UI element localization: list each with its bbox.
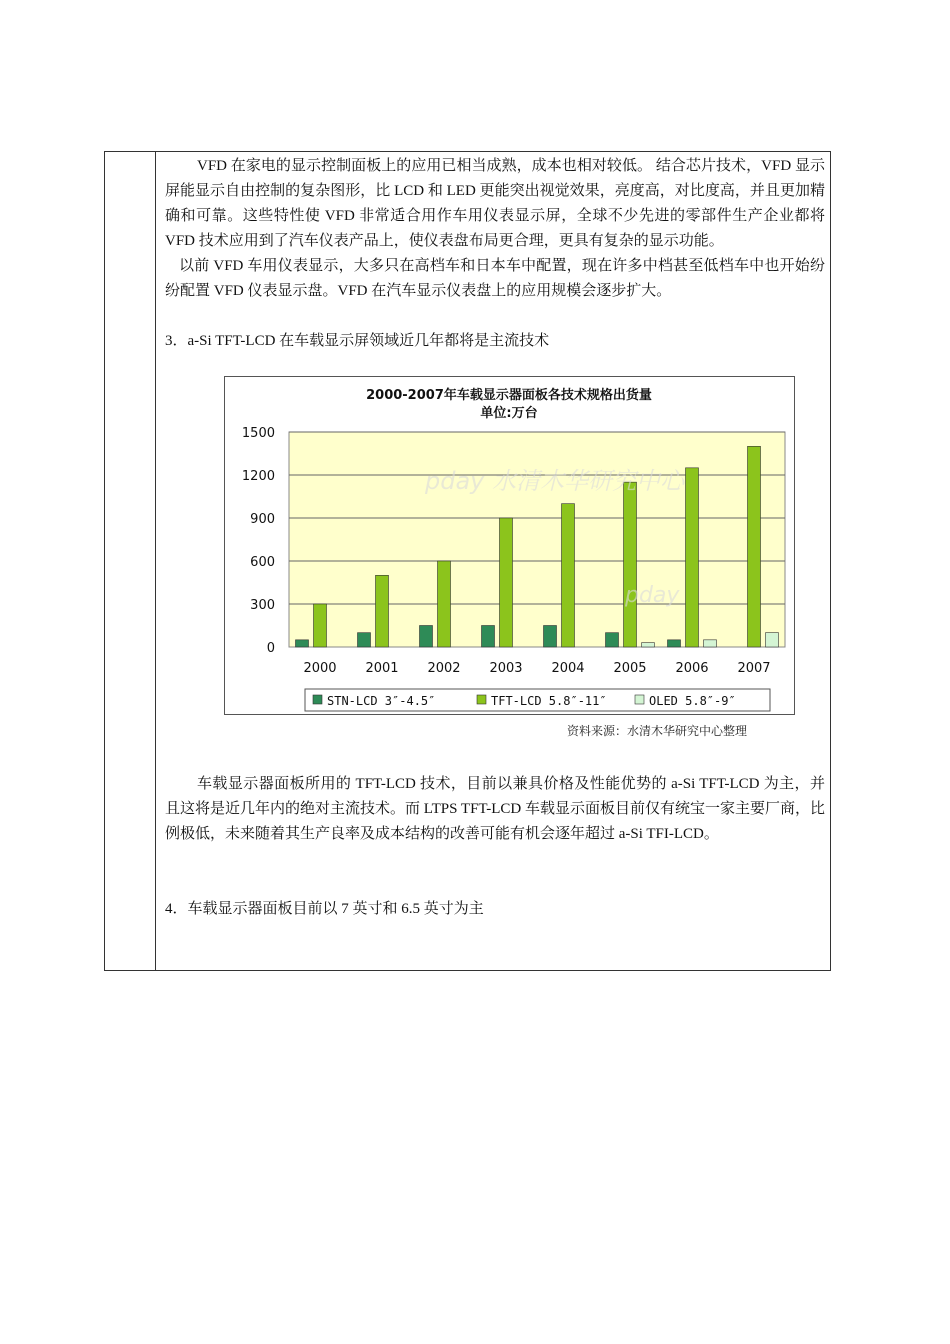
y-tick-label: 600 bbox=[250, 555, 275, 570]
bar-stn-lcd-2002 bbox=[420, 626, 433, 648]
content-cell bbox=[165, 154, 825, 354]
bar-tft-lcd-2005 bbox=[624, 482, 637, 647]
x-tick-label: 2007 bbox=[737, 661, 771, 676]
plot-area bbox=[289, 432, 785, 647]
chart-svg bbox=[225, 377, 794, 714]
legend-swatch bbox=[477, 695, 486, 704]
bar-oled-2006 bbox=[704, 640, 717, 647]
chart-subtitle: 单位:万台 bbox=[480, 406, 538, 421]
bar-tft-lcd-2001 bbox=[376, 575, 389, 647]
y-tick-label: 1500 bbox=[241, 426, 275, 441]
bar-stn-lcd-2000 bbox=[296, 640, 309, 647]
legend-swatch bbox=[313, 695, 322, 704]
y-tick-label: 900 bbox=[250, 512, 275, 527]
bar-stn-lcd-2001 bbox=[358, 633, 371, 647]
bar-stn-lcd-2004 bbox=[544, 626, 557, 648]
shipment-chart bbox=[224, 376, 795, 715]
x-tick-label: 2006 bbox=[675, 661, 709, 676]
legend-label: OLED 5.8″-9″ bbox=[649, 694, 736, 708]
watermark-text: pday 水清木华研究中心 bbox=[425, 467, 685, 495]
watermark-text-2: pday bbox=[625, 583, 680, 608]
legend-swatch bbox=[635, 695, 644, 704]
bar-tft-lcd-2002 bbox=[438, 561, 451, 647]
column-divider bbox=[155, 152, 156, 970]
x-tick-label: 2004 bbox=[551, 661, 585, 676]
y-tick-label: 1200 bbox=[241, 469, 275, 484]
bar-tft-lcd-2007 bbox=[748, 446, 761, 647]
chart-title: 2000-2007年车载显示器面板各技术规格出货量 bbox=[366, 388, 652, 403]
bar-tft-lcd-2000 bbox=[314, 604, 327, 647]
x-tick-label: 2005 bbox=[613, 661, 647, 676]
x-tick-label: 2003 bbox=[489, 661, 523, 676]
paragraph-vfd-intro: VFD 在家电的显示控制面板上的应用已相当成熟，成本也相对较低。 结合芯片技术，VFD 显示屏能显示自由控制的复杂图形，比 LCD 和 LED 更能突出视觉效果，亮度高，对比度高，并且更加精确和可靠。这些特性使 VFD 非常适合用作车用仪表显示屏，全球不少先进的零部件生产企业都将 VFD 技术应用到了汽车仪表产品上，使仪表盘布局更合理，更具有复杂的显示功能。 bbox=[165, 158, 825, 249]
legend-label: STN-LCD 3″-4.5″ bbox=[327, 694, 436, 708]
x-tick-label: 2002 bbox=[427, 661, 461, 676]
section-heading-4: 4．车载显示器面板目前以 7 英寸和 6.5 英寸为主 bbox=[165, 901, 484, 917]
document-table bbox=[104, 151, 831, 971]
y-tick-label: 300 bbox=[250, 598, 275, 613]
y-tick-label: 0 bbox=[266, 641, 275, 656]
paragraph-vfd-usage: 以前 VFD 车用仪表显示，大多只在高档车和日本车中配置，现在许多中档甚至低档车中也开始纷纷配置 VFD 仪表显示盘。VFD 在汽车显示仪表盘上的应用规模会逐步扩大。 bbox=[165, 258, 825, 299]
bar-oled-2005 bbox=[642, 643, 655, 647]
bar-tft-lcd-2006 bbox=[686, 468, 699, 647]
bar-tft-lcd-2003 bbox=[500, 518, 513, 647]
chart-source-note: 资料来源：水清木华研究中心整理 bbox=[567, 724, 748, 738]
legend-label: TFT-LCD 5.8″-11″ bbox=[491, 694, 607, 708]
bar-stn-lcd-2003 bbox=[482, 626, 495, 648]
content-cell-lower bbox=[165, 772, 825, 922]
section-heading-3: 3．a-Si TFT-LCD 在车载显示屏领域近几年都将是主流技术 bbox=[165, 333, 550, 349]
bar-stn-lcd-2006 bbox=[668, 640, 681, 647]
paragraph-tft-lcd: 车载显示器面板所用的 TFT-LCD 技术，目前以兼具价格及性能优势的 a-Si TFT-LCD 为主，并且这将是近几年内的绝对主流技术。而 LTPS TFT-LCD 车载显示面板目前仅有统宝一家主要厂商，比例极低，未来随着其生产良率及成本结构的改善可能有机会逐年超过 a-Si TFI-LCD。 bbox=[165, 776, 825, 842]
x-tick-label: 2000 bbox=[303, 661, 337, 676]
x-tick-label: 2001 bbox=[365, 661, 399, 676]
bar-stn-lcd-2005 bbox=[606, 633, 619, 647]
bar-tft-lcd-2004 bbox=[562, 504, 575, 647]
bar-oled-2007 bbox=[766, 633, 779, 647]
